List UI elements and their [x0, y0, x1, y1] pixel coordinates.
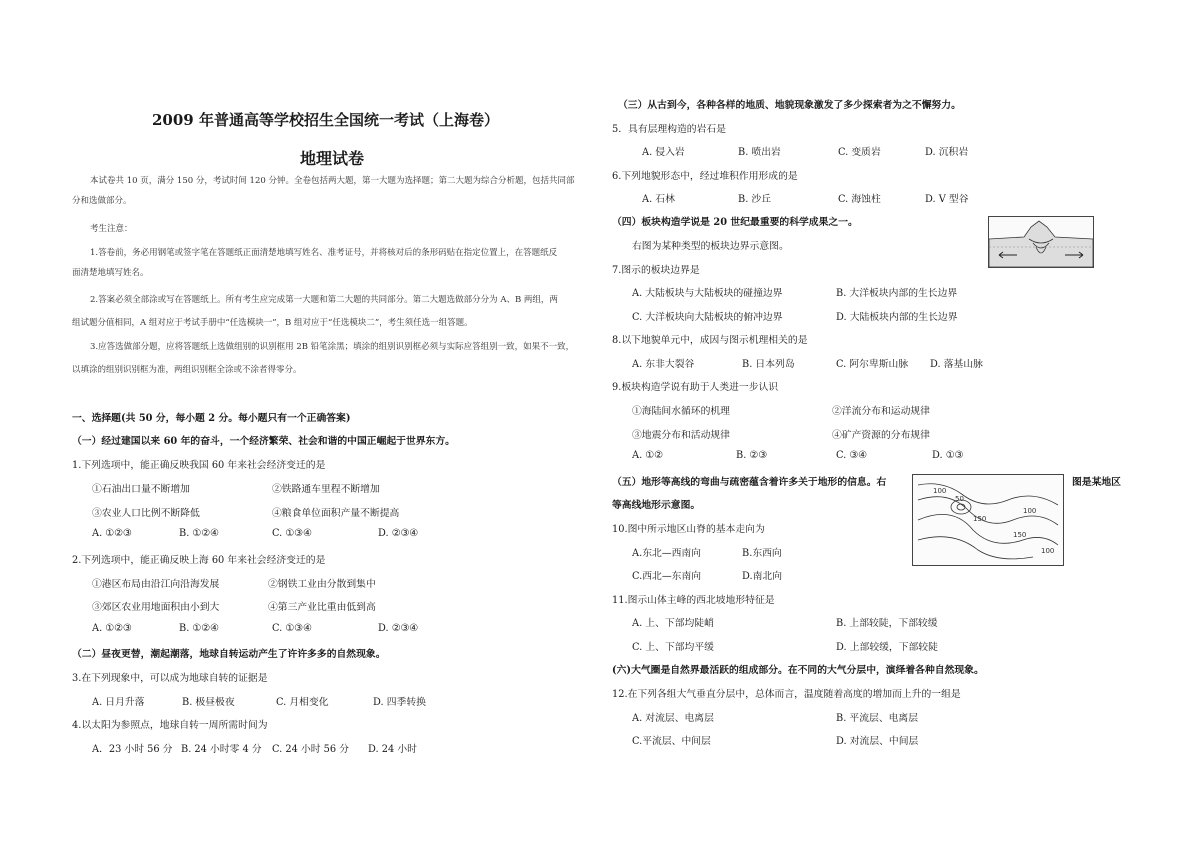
choice: B. 24 小时零 4 分	[181, 744, 262, 755]
choice: A. ①②③	[92, 623, 132, 634]
group-heading-cont: 图是某地区	[1072, 477, 1121, 488]
choice: A. 东非大裂谷	[632, 359, 695, 370]
question-4: 4.以太阳为参照点，地球自转一周所需时间为	[72, 720, 268, 731]
group-heading: (六)大气圈是自然界最活跃的组成部分。在不同的大气分层中，演绎着各种自然现象。	[612, 665, 984, 676]
group-heading: （三）从古到今，各种各样的地质、地貌现象激发了多少探索者为之不懈努力。	[618, 100, 961, 111]
option: ①港区布局由沿江向沿海发展	[92, 579, 220, 590]
choice: C. ③④	[836, 450, 867, 461]
group-heading-cont: 等高线地形示意图。	[612, 500, 701, 511]
intro-line: 本试卷共 10 页，满分 150 分，考试时间 120 分钟。全卷包括两大题，第一大题为选择题；第二大题为综合分析题，包括共同部	[90, 176, 575, 186]
choice: A.东北—西南向	[632, 548, 701, 559]
option: ①石油出口量不断增加	[92, 484, 190, 495]
choice: D. ①③	[932, 450, 964, 461]
question-6: 6.下列地貌形态中，经过堆积作用形成的是	[612, 171, 798, 182]
choice: C. 月相变化	[276, 697, 329, 708]
choice: C. 变质岩	[838, 147, 881, 158]
choice: A. 侵入岩	[642, 147, 685, 158]
question-9: 9.板块构造学说有助于人类进一步认识	[612, 382, 779, 393]
plate-boundary-figure	[988, 216, 1094, 268]
choice: D.南北向	[742, 571, 783, 582]
group-heading: （二）昼夜更替，潮起潮落，地球自转运动产生了许许多多的自然现象。	[72, 649, 386, 660]
intro-line: 分和选做部分。	[72, 196, 132, 206]
option: ②钢铁工业由分散到集中	[268, 579, 376, 590]
choice: B. 日本列岛	[742, 359, 795, 370]
choice: C. 海蚀柱	[838, 194, 881, 205]
exam-title: 2009 年普通高等学校招生全国统一考试（上海卷）	[152, 111, 499, 129]
notice-item: 1.答卷前，务必用钢笔或签字笔在答题纸正面清楚地填写姓名、准考证号，并将核对后的条形码贴在指定位置上，在答题纸反	[90, 248, 558, 258]
choice: C. 24 小时 56 分	[272, 744, 350, 755]
choice: B. ①②④	[179, 528, 219, 539]
choice: D. 沉积岩	[925, 147, 969, 158]
choice: B. 极昼极夜	[182, 697, 235, 708]
choice: B. ①②④	[179, 623, 219, 634]
choice: D. 大陆板块内部的生长边界	[836, 312, 958, 323]
contour-label: 100	[933, 487, 947, 495]
choice: B. ②③	[736, 450, 767, 461]
notice-item: 2.答案必须全部涂或写在答题纸上。所有考生应完成第一大题和第二大题的共同部分。第二大题选做部分分为 A、B 两组，两	[90, 295, 558, 305]
contour-label: 150	[973, 515, 987, 523]
choice: A. 大陆板块与大陆板块的碰撞边界	[632, 288, 783, 299]
choice: B.东西向	[742, 548, 782, 559]
contour-map	[913, 475, 1063, 565]
choice: B. 沙丘	[738, 194, 772, 205]
choice: A．23 小时 56 分	[92, 744, 173, 755]
choice: D. 落基山脉	[930, 359, 983, 370]
contour-map-figure	[912, 474, 1064, 566]
choice: D. 对流层、中间层	[836, 736, 919, 747]
choice: D. 24 小时	[368, 744, 417, 755]
choice: B. 平流层、电离层	[836, 713, 919, 724]
question-5: 5．具有层理构造的岩石是	[612, 124, 726, 135]
choice: C.西北—东南向	[632, 571, 702, 582]
question-8: 8.以下地貌单元中，成因与图示机理相关的是	[612, 335, 808, 346]
group-heading: （一）经过建国以来 60 年的奋斗，一个经济繁荣、社会和谐的中国正崛起于世界东方。	[72, 436, 455, 447]
option: ④第三产业比重由低到高	[268, 602, 376, 613]
choice: A. 日月升落	[92, 697, 145, 708]
option: ③地震分布和活动规律	[632, 430, 730, 441]
notice-item: 组试题分值相同，A 组对应于考试手册中“任选模块一”，B 组对应于“任选模块二”，考生须任选一组答题。	[72, 318, 473, 328]
option: ②洋流分布和运动规律	[832, 406, 930, 417]
choice: D. V 型谷	[925, 194, 969, 205]
choice: A. 石林	[642, 194, 675, 205]
choice: B. 大洋板块内部的生长边界	[836, 288, 958, 299]
group-heading: （五）地形等高线的弯曲与疏密蕴含着许多关于地形的信息。右	[612, 477, 887, 488]
question-7: 7.图示的板块边界是	[612, 265, 700, 276]
contour-label: 100	[1023, 507, 1037, 515]
notice-item: 以填涂的组别识别框为准，两组识别框全涂或不涂者得零分。	[72, 365, 302, 375]
paper-subtitle: 地理试卷	[300, 149, 365, 168]
choice: D. 上部较缓，下部较陡	[836, 642, 938, 653]
plate-boundary-diagram	[989, 217, 1093, 267]
choice: C. 上、下部均平缓	[632, 642, 714, 653]
contour-label: 100	[1041, 547, 1055, 555]
question-10: 10.图中所示地区山脊的基本走向为	[612, 524, 765, 535]
option: ④粮食单位面积产量不断提高	[272, 508, 400, 519]
question-11: 11.图示山体主峰的西北坡地形特征是	[612, 595, 775, 606]
choice: D. ②③④	[378, 528, 419, 539]
choice: A. ①②③	[92, 528, 132, 539]
choice: A. 对流层、电离层	[632, 713, 714, 724]
question-3: 3.在下列现象中，可以成为地球自转的证据是	[72, 673, 268, 684]
question-2: 2.下列选项中，能正确反映上海 60 年来社会经济变迁的是	[72, 555, 326, 566]
notice-item: 面清楚地填写姓名。	[72, 268, 149, 278]
choice: D. 四季转换	[373, 697, 426, 708]
section-heading: 一、选择题(共 50 分，每小题 2 分。每小题只有一个正确答案)	[72, 413, 351, 424]
question-12: 12.在下列各组大气垂直分层中，总体而言，温度随着高度的增加而上升的一组是	[612, 689, 961, 700]
notice-heading: 考生注意：	[90, 224, 133, 234]
choice: C. ①③④	[272, 528, 312, 539]
notice-item: 3.应答选做部分题，应将答题纸上选做组别的识别框用 2B 铅笔涂黑；填涂的组别识别框必须与实际应答组别一致，如果不一致，	[90, 342, 575, 352]
choice: B. 喷出岩	[738, 147, 781, 158]
choice: C. 大洋板块向大陆板块的俯冲边界	[632, 312, 783, 323]
choice: C. 阿尔卑斯山脉	[836, 359, 909, 370]
choice: A. 上、下部均陡峭	[632, 618, 714, 629]
choice: D. ②③④	[378, 623, 419, 634]
option: ②铁路通车里程不断增加	[272, 484, 380, 495]
contour-label: 50	[955, 495, 964, 503]
choice: C. ①③④	[272, 623, 312, 634]
figure-caption: 右图为某种类型的板块边界示意图。	[632, 241, 789, 252]
choice: A. ①②	[632, 450, 663, 461]
question-1: 1.下列选项中，能正确反映我国 60 年来社会经济变迁的是	[72, 460, 326, 471]
option: ③农业人口比例不断降低	[92, 508, 200, 519]
choice: C.平流层、中间层	[632, 736, 711, 747]
choice: B. 上部较陡，下部较缓	[836, 618, 938, 629]
option: ①海陆间水循环的机理	[632, 406, 730, 417]
option: ③郊区农业用地面积由小到大	[92, 602, 220, 613]
group-heading: （四）板块构造学说是 20 世纪最重要的科学成果之一。	[612, 217, 858, 228]
option: ④矿产资源的分布规律	[832, 430, 930, 441]
contour-label: 150	[1013, 531, 1027, 539]
